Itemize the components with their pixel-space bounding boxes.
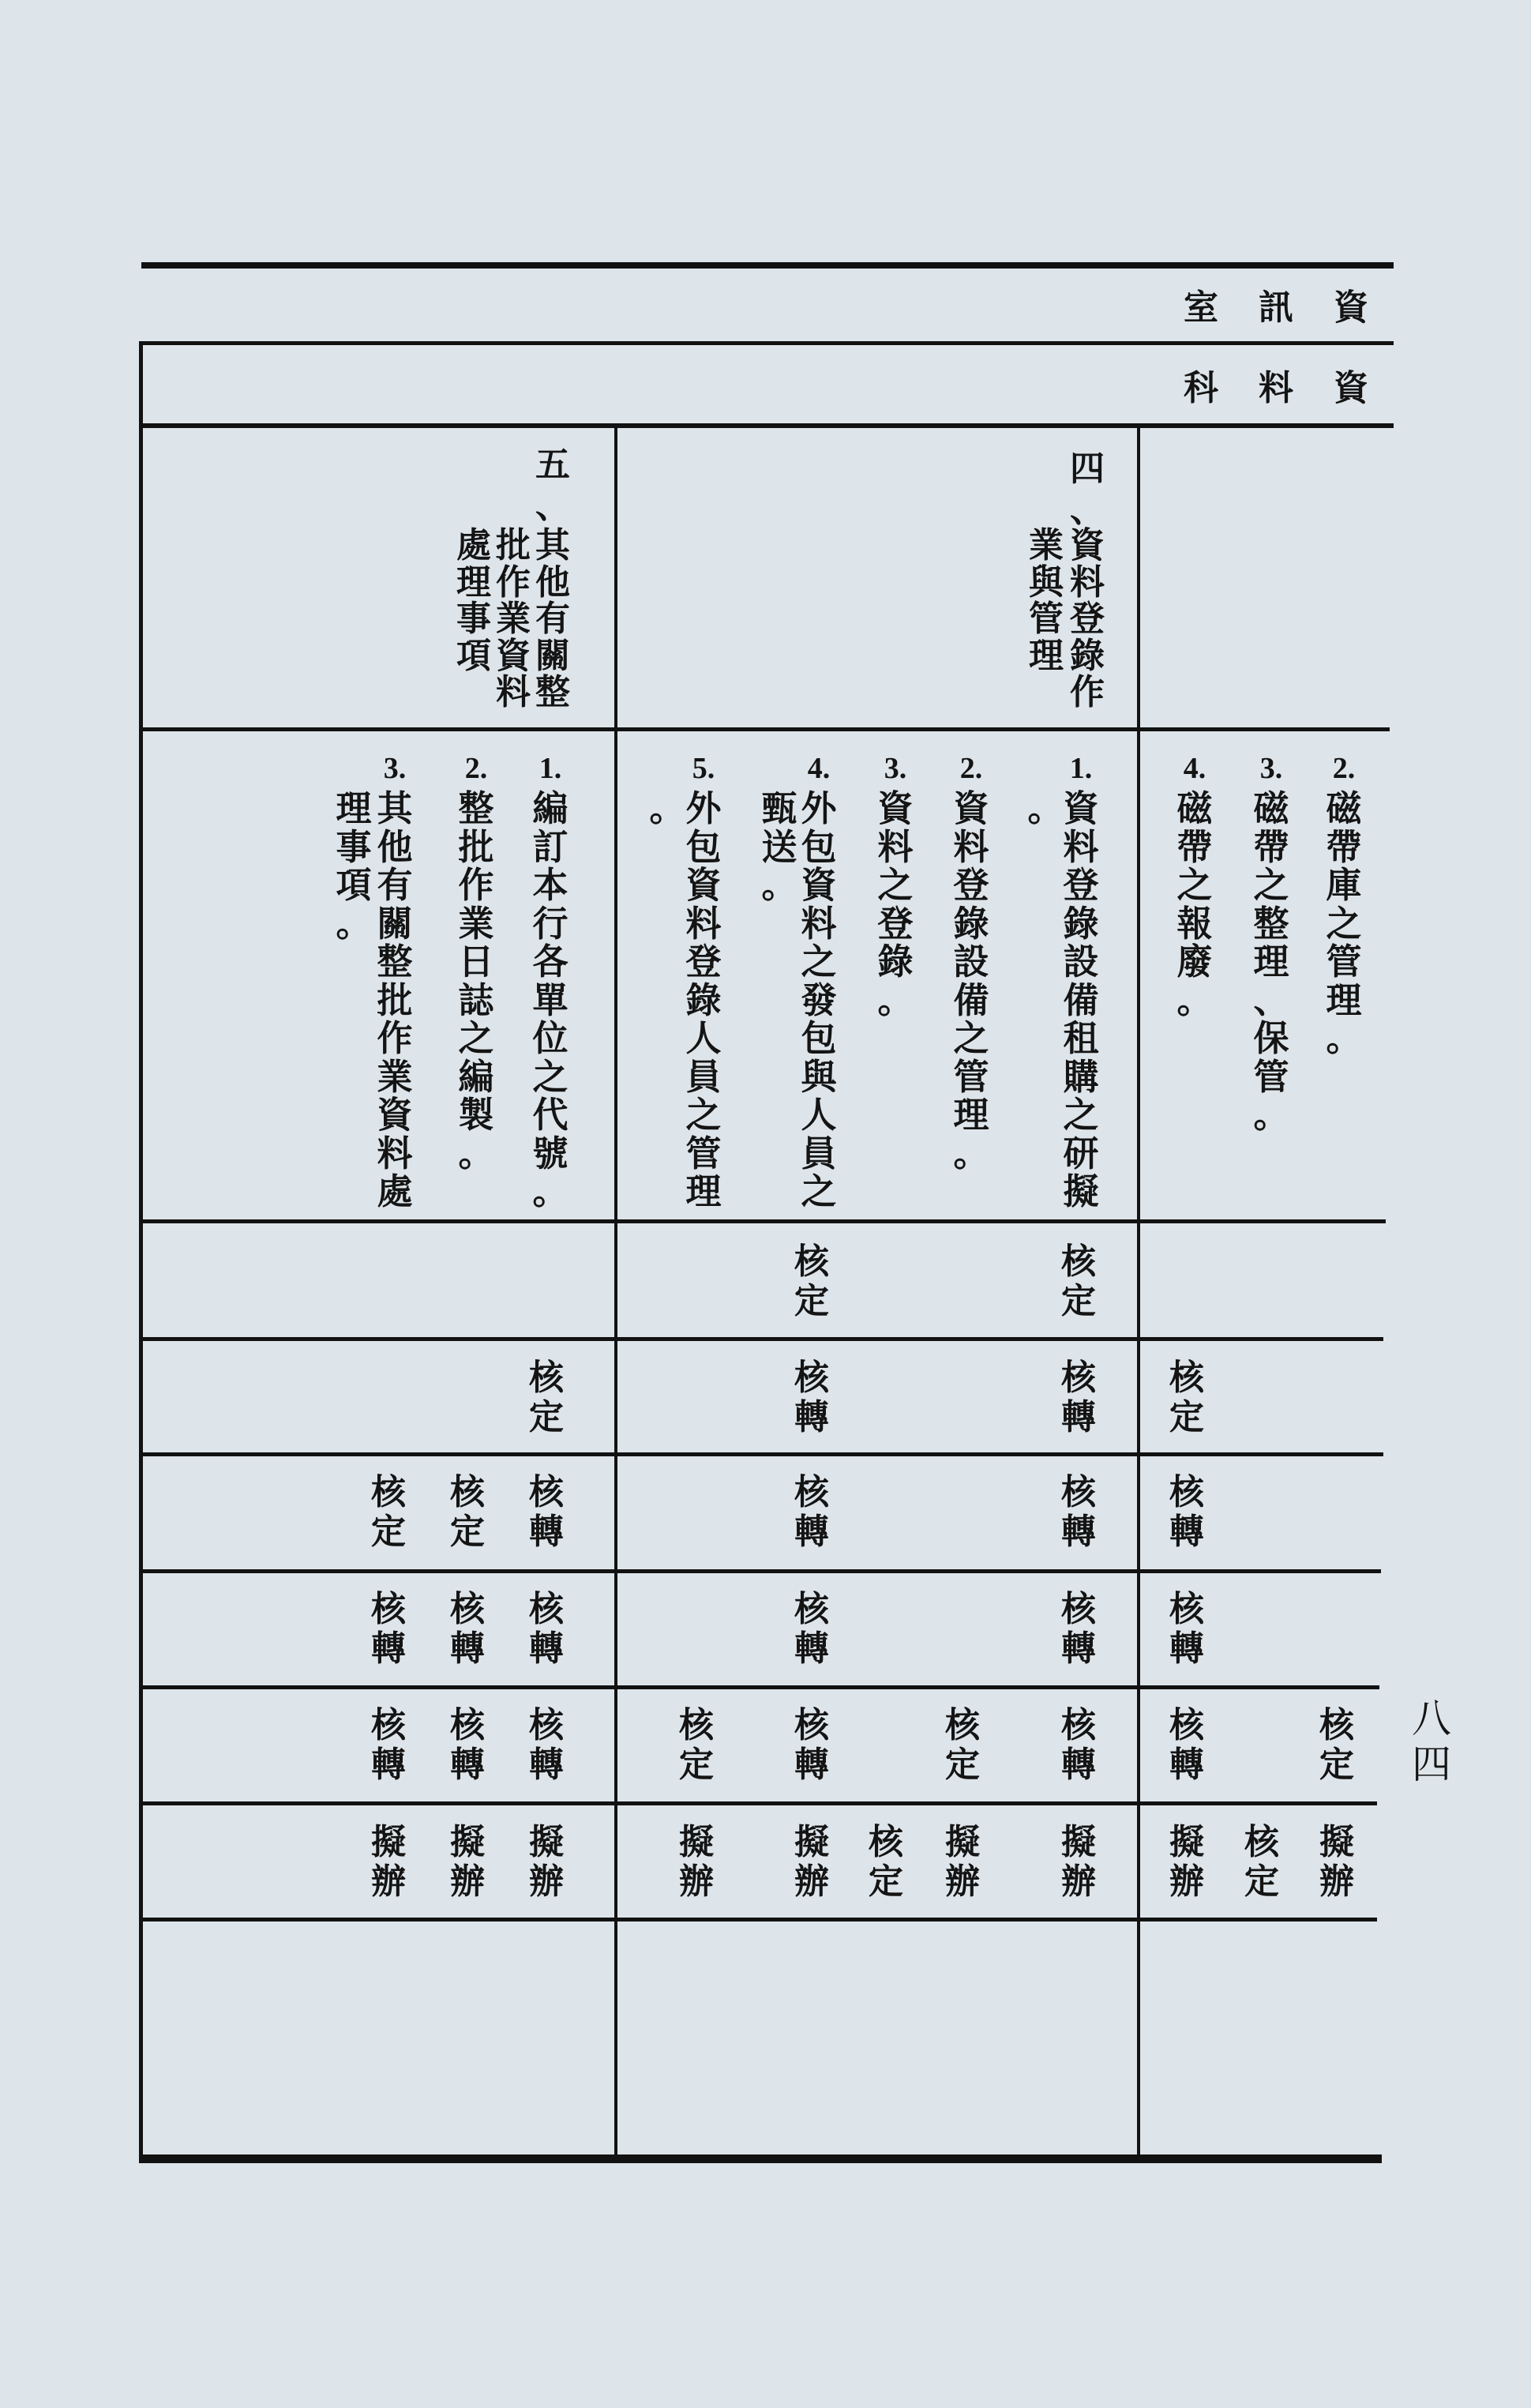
item-text: 整批作業日誌之編製。 <box>458 787 494 1174</box>
title-char: 科 <box>1184 368 1218 408</box>
top-rule <box>141 262 1394 269</box>
item-text: 外包資料登錄人員之管理 <box>685 787 722 1212</box>
item-text-continuation: 。 <box>1027 787 1064 829</box>
approval-mark: 核定 <box>371 1472 406 1552</box>
item-number: 3. <box>1259 752 1283 785</box>
approval-mark: 核定 <box>794 1242 829 1321</box>
approval-mark: 擬辦 <box>679 1822 714 1902</box>
page-number: 八四 <box>1412 1696 1451 1787</box>
table-top-rule <box>140 341 1394 345</box>
heading-line: 批作業資料 <box>496 525 531 712</box>
approval-mark: 擬辦 <box>1319 1822 1354 1902</box>
approval-mark: 核轉 <box>1061 1472 1096 1552</box>
office-title <box>1183 288 1369 328</box>
section-title <box>1183 369 1369 408</box>
heading-ordinal: 五、 <box>535 445 570 526</box>
column-separator-left <box>614 423 617 2158</box>
column-separator-right <box>1137 423 1140 2158</box>
title-char: 訊 <box>1259 287 1293 328</box>
item-number: 2. <box>1332 752 1356 785</box>
item-number: 2. <box>464 752 488 785</box>
approval-mark: 核轉 <box>529 1472 564 1552</box>
approval-mark: 核轉 <box>794 1705 829 1785</box>
approval-mark: 核轉 <box>794 1358 829 1437</box>
heading-row-rule <box>140 727 1390 731</box>
section-row-rule <box>140 423 1394 428</box>
approval-mark: 核轉 <box>529 1705 564 1785</box>
approval-mark: 核定 <box>529 1358 564 1437</box>
item-number: 2. <box>959 752 983 785</box>
approval-mark: 核定 <box>1319 1705 1354 1785</box>
approval-mark: 核轉 <box>1061 1358 1096 1437</box>
approval-mark: 擬辦 <box>794 1822 829 1902</box>
approval-mark: 核定 <box>1169 1358 1204 1437</box>
table-left-border <box>139 341 143 2162</box>
item-number: 4. <box>807 752 831 785</box>
approval-mark: 核轉 <box>794 1472 829 1552</box>
approval-mark: 核定 <box>869 1822 903 1902</box>
item-number: 4. <box>1183 752 1206 785</box>
title-char: 室 <box>1184 287 1218 328</box>
approval-row-rule <box>140 1918 1377 1922</box>
approval-mark: 核轉 <box>1169 1705 1204 1785</box>
item-text: 外包資料之發包與人員之 <box>801 787 837 1212</box>
approval-mark: 核轉 <box>529 1589 564 1669</box>
heading-line: 業與管理 <box>1029 525 1064 676</box>
item-number: 1. <box>538 752 562 785</box>
item-text: 資料登錄設備租購之研擬 <box>1063 787 1099 1212</box>
approval-mark: 擬辦 <box>1169 1822 1204 1902</box>
heading-ordinal: 四、 <box>1070 449 1105 530</box>
approval-mark: 核轉 <box>1061 1589 1096 1669</box>
duties-row-rule <box>140 1219 1386 1223</box>
item-number: 5. <box>692 752 715 785</box>
approval-mark: 核轉 <box>450 1589 485 1669</box>
approval-mark: 擬辦 <box>1061 1822 1096 1902</box>
approval-mark: 核定 <box>1061 1242 1096 1321</box>
item-text: 其他有關整批作業資料處 <box>377 787 413 1212</box>
approval-mark: 核定 <box>945 1705 980 1785</box>
approval-row-rule <box>140 1452 1383 1456</box>
approval-row-rule <box>140 1801 1377 1805</box>
item-number: 3. <box>884 752 907 785</box>
item-text: 資料之登錄。 <box>877 787 914 1021</box>
heading-line: 處理事項 <box>456 525 491 676</box>
approval-mark: 核轉 <box>450 1705 485 1785</box>
approval-mark: 核轉 <box>371 1705 406 1785</box>
item-text: 編訂本行各單位之代號。 <box>532 787 568 1212</box>
item-text: 磁帶庫之管理。 <box>1326 787 1362 1059</box>
bottom-rule <box>139 2154 1382 2163</box>
approval-mark: 擬辦 <box>529 1822 564 1902</box>
approval-mark: 核轉 <box>371 1589 406 1669</box>
title-char: 資 <box>1334 368 1368 408</box>
approval-mark: 核定 <box>450 1472 485 1552</box>
approval-mark: 擬辦 <box>945 1822 980 1902</box>
approval-row-rule <box>140 1569 1381 1573</box>
approval-mark: 擬辦 <box>371 1822 406 1902</box>
heading-line: 其他有關整 <box>535 525 570 712</box>
approval-row-rule <box>140 1337 1383 1341</box>
title-char: 資 <box>1334 287 1368 328</box>
approval-mark: 核轉 <box>794 1589 829 1669</box>
approval-mark: 擬辦 <box>450 1822 485 1902</box>
approval-mark: 核定 <box>679 1705 714 1785</box>
approval-mark: 核定 <box>1244 1822 1279 1902</box>
approval-mark: 核轉 <box>1061 1705 1096 1785</box>
title-char: 料 <box>1259 368 1293 408</box>
item-text-continuation: 。 <box>649 787 685 829</box>
item-text-continuation: 理事項。 <box>336 787 372 945</box>
approval-mark: 核轉 <box>1169 1589 1204 1669</box>
item-text-continuation: 甄送。 <box>761 787 797 906</box>
item-text: 磁帶之整理、保管。 <box>1253 787 1289 1136</box>
item-number: 1. <box>1069 752 1093 785</box>
approval-row-rule <box>140 1685 1379 1689</box>
item-text: 資料登錄設備之管理。 <box>953 787 989 1174</box>
approval-mark: 核轉 <box>1169 1472 1204 1552</box>
heading-line: 資料登錄作 <box>1070 525 1105 712</box>
item-number: 3. <box>383 752 407 785</box>
item-text: 磁帶之報廢。 <box>1176 787 1213 1021</box>
